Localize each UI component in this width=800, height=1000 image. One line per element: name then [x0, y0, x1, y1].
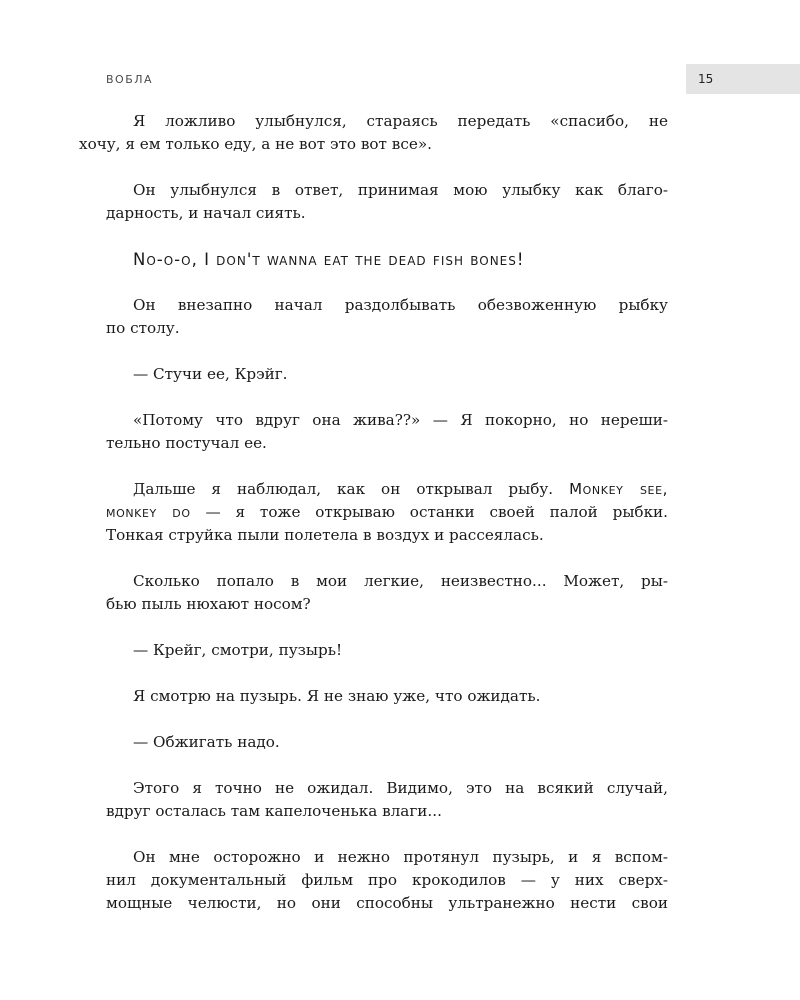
text-fragment: — я тоже открываю останки своей палой рыбки.	[205, 503, 669, 521]
comic-phrase: Monkey see,	[569, 480, 669, 498]
page-number-tab	[686, 64, 800, 94]
text-fragment: Дальше я наблюдал, как он открывал рыбу.	[133, 480, 554, 498]
text-line: хочу, я ем только еду, а не вот это вот все».	[79, 135, 432, 153]
text-line: бью пыль нюхают носом?	[106, 595, 311, 613]
dialogue-line: — Стучи ее, Крэйг.	[133, 365, 288, 383]
text-line: мощные челюсти, но они способны ультранежно нести свои	[106, 894, 668, 912]
comic-phrase: monkey do	[106, 503, 191, 521]
text-line: тельно постучал ее.	[106, 434, 267, 452]
text-line	[106, 478, 668, 501]
paragraph	[106, 294, 668, 340]
dialogue-line: — Обжигать надо.	[133, 733, 280, 751]
paragraph	[106, 846, 668, 915]
text-line: Он внезапно начал раздолбывать обезвоженную рыбку	[133, 296, 668, 314]
text-line: Он мне осторожно и нежно протянул пузырь, и я вспом-	[133, 848, 668, 866]
paragraph	[106, 777, 668, 823]
dialogue-line: — Крейг, смотри, пузырь!	[133, 641, 343, 659]
text-line: Сколько попало в мои легкие, неизвестно... Может, ры-	[133, 572, 668, 590]
text-line: нил документальный фильм про крокодилов — у них сверх-	[106, 871, 668, 889]
text-line: Он улыбнулся в ответ, принимая мою улыбку как благо-	[133, 181, 668, 199]
text-line: Я ложливо улыбнулся, стараясь передать «спасибо, не	[133, 112, 668, 130]
paragraph	[79, 110, 668, 156]
paragraph	[106, 478, 668, 547]
text-line: Тонкая струйка пыли полетела в воздух и рассеялась.	[106, 526, 544, 544]
paragraph	[106, 409, 668, 455]
running-head: ВОБЛА	[106, 73, 154, 86]
text-line: вдруг осталась там капелоченька влаги...	[106, 802, 442, 820]
paragraph: Я смотрю на пузырь. Я не знаю уже, что ожидать.	[133, 687, 541, 705]
text-line: дарность, и начал сиять.	[106, 204, 306, 222]
text-line: Этого я точно не ожидал. Видимо, это на всякий случай,	[133, 779, 668, 797]
text-line: по столу.	[106, 319, 180, 337]
text-line: «Потому что вдруг она жива??» — Я покорно, но нереши-	[133, 411, 668, 429]
song-lyric-line: No-o-o, I don't wanna eat the dead fish bones!	[133, 250, 525, 269]
paragraph	[106, 179, 668, 225]
text-line	[79, 501, 668, 524]
body-text	[79, 110, 669, 915]
page-number: 15	[698, 72, 714, 86]
paragraph	[106, 570, 668, 616]
